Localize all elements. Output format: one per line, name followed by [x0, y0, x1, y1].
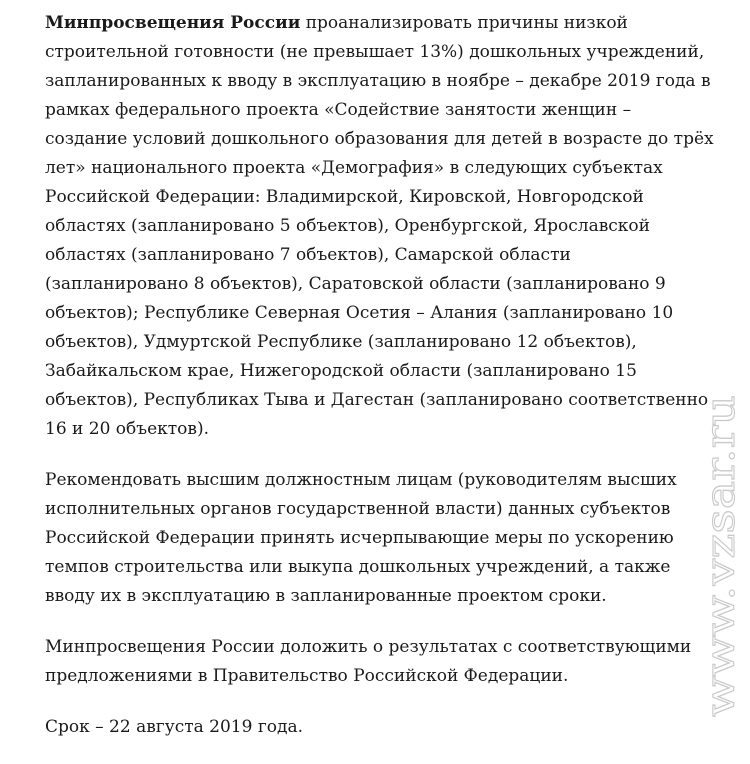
- paragraph-analysis-instruction: [45, 9, 715, 444]
- paragraph-text: проанализировать причины низкой строительной готовности (не превышает 13%) дошкольных учреждений, запланированных к вводу в эксплуатацию в ноябре – декабре 2019 года в рамках федерального проекта «Содействие занятости женщин – создание условий дошкольного образования для детей в возрасте до трёх лет» национального проекта «Демография» в следующих субъектах Российской Федерации: Владимирской, Кировской, Новгородской областях (запланировано 5 объектов), Оренбургской, Ярославской областях (запланировано 7 объектов), Самарской области (запланировано 8 объектов), Саратовской области (запланировано 9 объектов); Республике Северная Осетия – Алания (запланировано 10 объектов), Удмуртской Республике (запланировано 12 объектов), Забайкальском крае, Нижегородской области (запланировано 15 объектов), Республиках Тыва и Дагестан (запланировано соответственно 16 и 20 объектов).: [45, 13, 714, 439]
- paragraph-text: Срок – 22 августа 2019 года.: [45, 717, 303, 737]
- watermark-text: www.vzsar.ru: [698, 445, 744, 717]
- paragraph-report-instruction: [45, 633, 715, 691]
- paragraph-deadline: [45, 713, 715, 742]
- ministry-name: Минпросвещения России: [45, 13, 301, 33]
- paragraph-text: Рекомендовать высшим должностным лицам (руководителям высших исполнительных органов государственной власти) данных субъектов Российской Федерации принять исчерпывающие меры по ускорению темпов строительства или выкупа дошкольных учреждений, а также вводу их в эксплуатацию в запланированные проектом сроки.: [45, 470, 677, 606]
- paragraph-text: Минпросвещения России доложить о результатах с соответствующими предложениями в Правительство Российской Федерации.: [45, 637, 692, 686]
- document-body: [45, 9, 715, 764]
- paragraph-recommendation: [45, 466, 715, 611]
- watermark: [698, 389, 744, 719]
